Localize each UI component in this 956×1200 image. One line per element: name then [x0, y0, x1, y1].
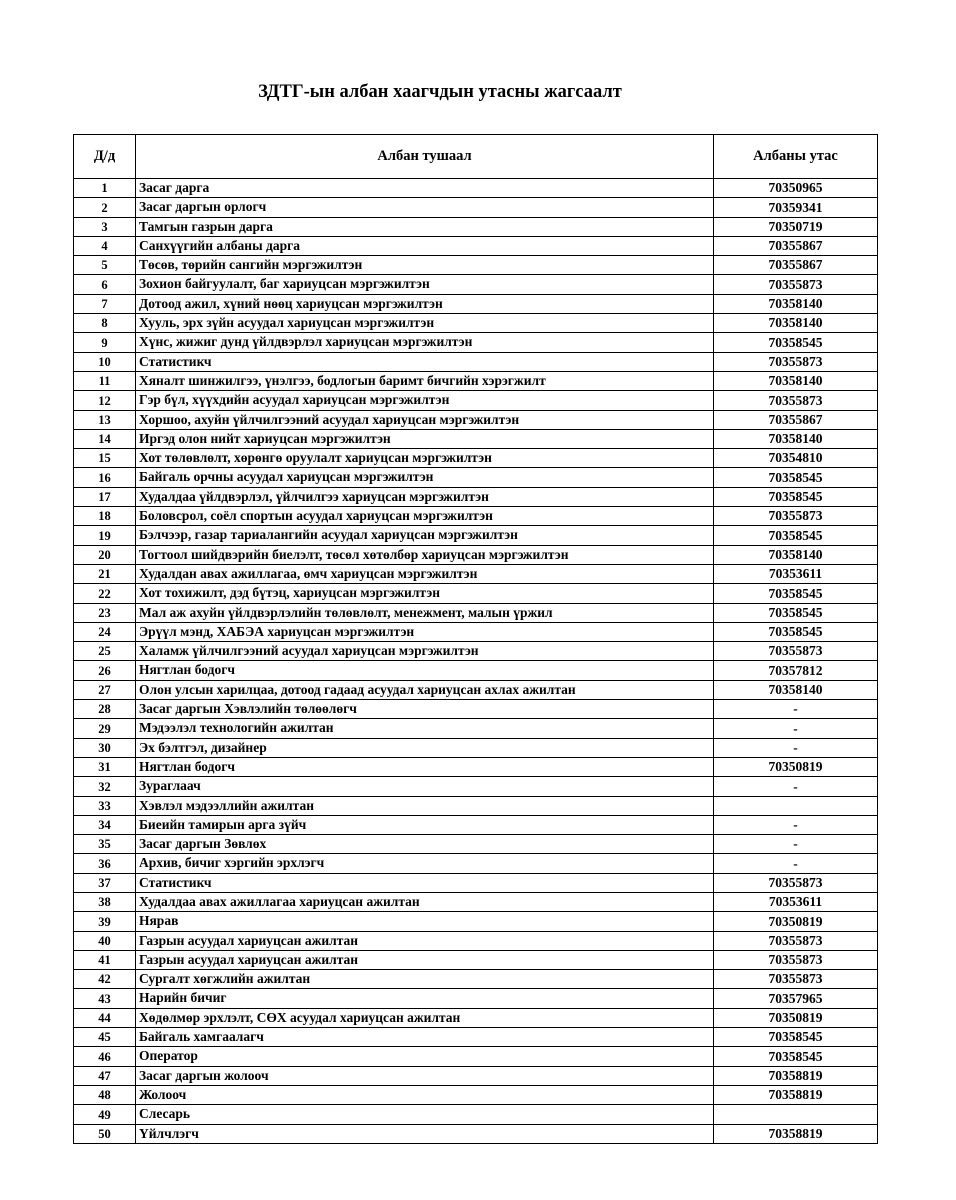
- table-row: [74, 912, 878, 931]
- row-phone: 70358545: [714, 1028, 878, 1047]
- row-phone: 70357965: [714, 989, 878, 1008]
- row-phone: 70358545: [714, 487, 878, 506]
- row-number: 2: [74, 198, 136, 217]
- table-row: [74, 410, 878, 429]
- row-position: Засаг даргын Хэвлэлийн төлөөлөгч: [136, 700, 714, 719]
- row-position: Эрүүл мэнд, ХАБЭА хариуцсан мэргэжилтэн: [136, 622, 714, 641]
- row-phone: 70358140: [714, 294, 878, 313]
- table-row: [74, 314, 878, 333]
- row-phone: 70355867: [714, 410, 878, 429]
- table-row: [74, 294, 878, 313]
- table-row: [74, 931, 878, 950]
- row-position: Тогтоол шийдвэрийн биелэлт, төсөл хөтөлбөр хариуцсан мэргэжилтэн: [136, 545, 714, 564]
- header-position: Албан тушаал: [136, 135, 714, 179]
- table-row: [74, 1008, 878, 1027]
- row-number: 1: [74, 179, 136, 198]
- row-number: 32: [74, 777, 136, 796]
- row-number: 20: [74, 545, 136, 564]
- row-number: 8: [74, 314, 136, 333]
- row-phone: 70355873: [714, 352, 878, 371]
- row-position: Засаг дарга: [136, 179, 714, 198]
- row-position: Хот төлөвлөлт, хөрөнгө оруулалт хариуцсан мэргэжилтэн: [136, 449, 714, 468]
- row-number: 44: [74, 1008, 136, 1027]
- row-number: 27: [74, 680, 136, 699]
- table-header: [74, 135, 878, 179]
- table-row: [74, 198, 878, 217]
- table-row: [74, 680, 878, 699]
- row-position: Хоршоо, ахуйн үйлчилгээний асуудал хариуцсан мэргэжилтэн: [136, 410, 714, 429]
- row-number: 5: [74, 256, 136, 275]
- row-phone: 70355867: [714, 236, 878, 255]
- row-phone: 70358545: [714, 333, 878, 352]
- table-row: [74, 815, 878, 834]
- row-number: 24: [74, 622, 136, 641]
- row-number: 42: [74, 970, 136, 989]
- row-phone: 70358819: [714, 1085, 878, 1104]
- row-phone: -: [714, 777, 878, 796]
- row-position: Худалдаа авах ажиллагаа хариуцсан ажилтан: [136, 892, 714, 911]
- table-row: [74, 584, 878, 603]
- row-number: 23: [74, 603, 136, 622]
- row-number: 37: [74, 873, 136, 892]
- row-number: 13: [74, 410, 136, 429]
- row-phone: 70355873: [714, 873, 878, 892]
- row-number: 48: [74, 1085, 136, 1104]
- row-number: 15: [74, 449, 136, 468]
- table-row: [74, 1066, 878, 1085]
- row-position: Сургалт хөгжлийн ажилтан: [136, 970, 714, 989]
- row-phone: 70350819: [714, 912, 878, 931]
- row-position: Биеийн тамирын арга зүйч: [136, 815, 714, 834]
- row-position: Нягтлан бодогч: [136, 661, 714, 680]
- row-number: 49: [74, 1105, 136, 1124]
- table-header-row: [74, 135, 878, 179]
- row-number: 17: [74, 487, 136, 506]
- row-position: Статистикч: [136, 352, 714, 371]
- row-number: 45: [74, 1028, 136, 1047]
- row-position: Мэдээлэл технологийн ажилтан: [136, 719, 714, 738]
- table-row: [74, 854, 878, 873]
- table-row: [74, 391, 878, 410]
- table-row: [74, 950, 878, 969]
- table-row: [74, 1085, 878, 1104]
- page-title: ЗДТГ-ын албан хаагчдын утасны жагсаалт: [258, 82, 622, 102]
- row-position: Хяналт шинжилгээ, үнэлгээ, бодлогын баримт бичгийн хэрэгжилт: [136, 371, 714, 390]
- table-row: [74, 873, 878, 892]
- row-position: Боловсрол, соёл спортын асуудал хариуцсан мэргэжилтэн: [136, 507, 714, 526]
- table-row: [74, 429, 878, 448]
- row-position: Байгаль орчны асуудал хариуцсан мэргэжилтэн: [136, 468, 714, 487]
- row-number: 28: [74, 700, 136, 719]
- table-row: [74, 564, 878, 583]
- row-phone: -: [714, 738, 878, 757]
- table-row: [74, 661, 878, 680]
- row-phone: 70358819: [714, 1066, 878, 1085]
- table-row: [74, 777, 878, 796]
- row-number: 14: [74, 429, 136, 448]
- table-row: [74, 700, 878, 719]
- row-number: 40: [74, 931, 136, 950]
- table-row: [74, 1105, 878, 1124]
- table-row: [74, 256, 878, 275]
- header-phone: Албаны утас: [714, 135, 878, 179]
- table-row: [74, 1028, 878, 1047]
- row-phone: 70353611: [714, 892, 878, 911]
- row-number: 39: [74, 912, 136, 931]
- row-phone: 70359341: [714, 198, 878, 217]
- row-phone: 70355873: [714, 931, 878, 950]
- row-phone: 70358545: [714, 622, 878, 641]
- table-row: [74, 603, 878, 622]
- row-phone: 70355873: [714, 642, 878, 661]
- row-number: 25: [74, 642, 136, 661]
- row-phone: 70358545: [714, 468, 878, 487]
- row-number: 9: [74, 333, 136, 352]
- header-number: Д/д: [74, 135, 136, 179]
- row-position: Олон улсын харилцаа, дотоод гадаад асуудал хариуцсан ахлах ажилтан: [136, 680, 714, 699]
- row-number: 12: [74, 391, 136, 410]
- row-phone: 70353611: [714, 564, 878, 583]
- row-position: Дотоод ажил, хүний нөөц хариуцсан мэргэжилтэн: [136, 294, 714, 313]
- phone-list-table: [73, 134, 878, 1144]
- row-position: Статистикч: [136, 873, 714, 892]
- row-position: Нягтлан бодогч: [136, 757, 714, 776]
- row-number: 6: [74, 275, 136, 294]
- row-position: Засаг даргын жолооч: [136, 1066, 714, 1085]
- row-phone: 70355873: [714, 275, 878, 294]
- row-phone: 70350819: [714, 1008, 878, 1027]
- row-position: Хэвлэл мэдээллийн ажилтан: [136, 796, 714, 815]
- row-position: Хууль, эрх зүйн асуудал хариуцсан мэргэжилтэн: [136, 314, 714, 333]
- row-number: 43: [74, 989, 136, 1008]
- row-phone: 70350719: [714, 217, 878, 236]
- row-phone: 70358819: [714, 1124, 878, 1143]
- table-row: [74, 1047, 878, 1066]
- row-number: 19: [74, 526, 136, 545]
- row-number: 33: [74, 796, 136, 815]
- row-phone: [714, 1105, 878, 1124]
- table-row: [74, 449, 878, 468]
- table-row: [74, 622, 878, 641]
- row-phone: 70358140: [714, 429, 878, 448]
- table-body: [74, 179, 878, 1144]
- row-position: Слесарь: [136, 1105, 714, 1124]
- row-phone: -: [714, 815, 878, 834]
- table-row: [74, 796, 878, 815]
- row-phone: -: [714, 719, 878, 738]
- row-number: 18: [74, 507, 136, 526]
- row-number: 30: [74, 738, 136, 757]
- row-position: Худалдан авах ажиллагаа, өмч хариуцсан мэргэжилтэн: [136, 564, 714, 583]
- row-position: Засаг даргын орлогч: [136, 198, 714, 217]
- row-position: Зохион байгуулалт, баг хариуцсан мэргэжилтэн: [136, 275, 714, 294]
- row-position: Санхүүгийн албаны дарга: [136, 236, 714, 255]
- row-position: Газрын асуудал хариуцсан ажилтан: [136, 950, 714, 969]
- row-phone: 70358140: [714, 371, 878, 390]
- row-position: Тамгын газрын дарга: [136, 217, 714, 236]
- row-number: 10: [74, 352, 136, 371]
- table-row: [74, 642, 878, 661]
- table-row: [74, 371, 878, 390]
- row-position: Нярав: [136, 912, 714, 931]
- row-number: 34: [74, 815, 136, 834]
- row-position: Газрын асуудал хариуцсан ажилтан: [136, 931, 714, 950]
- table-row: [74, 275, 878, 294]
- row-position: Хөдөлмөр эрхлэлт, СӨХ асуудал хариуцсан ажилтан: [136, 1008, 714, 1027]
- row-position: Засаг даргын Зөвлөх: [136, 835, 714, 854]
- table-row: [74, 352, 878, 371]
- table-row: [74, 487, 878, 506]
- row-position: Гэр бүл, хүүхдийн асуудал хариуцсан мэргэжилтэн: [136, 391, 714, 410]
- table-row: [74, 970, 878, 989]
- row-number: 31: [74, 757, 136, 776]
- row-phone: 70358140: [714, 680, 878, 699]
- row-phone: 70350819: [714, 757, 878, 776]
- row-number: 36: [74, 854, 136, 873]
- row-phone: 70355873: [714, 391, 878, 410]
- row-position: Худалдаа үйлдвэрлэл, үйлчилгээ хариуцсан мэргэжилтэн: [136, 487, 714, 506]
- row-position: Иргэд олон нийт хариуцсан мэргэжилтэн: [136, 429, 714, 448]
- row-number: 29: [74, 719, 136, 738]
- table-row: [74, 835, 878, 854]
- row-number: 3: [74, 217, 136, 236]
- row-position: Оператор: [136, 1047, 714, 1066]
- row-number: 4: [74, 236, 136, 255]
- row-position: Байгаль хамгаалагч: [136, 1028, 714, 1047]
- row-position: Хүнс, жижиг дунд үйлдвэрлэл хариуцсан мэргэжилтэн: [136, 333, 714, 352]
- row-number: 46: [74, 1047, 136, 1066]
- row-phone: 70355873: [714, 970, 878, 989]
- row-number: 22: [74, 584, 136, 603]
- table-row: [74, 217, 878, 236]
- row-position: Эх бэлтгэл, дизайнер: [136, 738, 714, 757]
- row-position: Мал аж ахуйн үйлдвэрлэлийн төлөвлөлт, менежмент, малын үржил: [136, 603, 714, 622]
- row-number: 7: [74, 294, 136, 313]
- row-phone: 70355867: [714, 256, 878, 275]
- row-position: Жолооч: [136, 1085, 714, 1104]
- row-phone: 70358545: [714, 526, 878, 545]
- table-row: [74, 545, 878, 564]
- row-number: 38: [74, 892, 136, 911]
- table-row: [74, 738, 878, 757]
- row-position: Нарийн бичиг: [136, 989, 714, 1008]
- row-position: Төсөв, төрийн сангийн мэргэжилтэн: [136, 256, 714, 275]
- row-position: Архив, бичиг хэргийн эрхлэгч: [136, 854, 714, 873]
- table-row: [74, 507, 878, 526]
- row-position: Зураглаач: [136, 777, 714, 796]
- table-row: [74, 236, 878, 255]
- row-phone: 70358545: [714, 603, 878, 622]
- row-phone: -: [714, 854, 878, 873]
- table-row: [74, 333, 878, 352]
- row-phone: 70354810: [714, 449, 878, 468]
- row-phone: 70357812: [714, 661, 878, 680]
- table-row: [74, 757, 878, 776]
- row-position: Үйлчлэгч: [136, 1124, 714, 1143]
- row-phone: -: [714, 700, 878, 719]
- row-phone: 70350965: [714, 179, 878, 198]
- row-number: 16: [74, 468, 136, 487]
- row-phone: 70355873: [714, 950, 878, 969]
- row-position: Бэлчээр, газар тариалангийн асуудал хариуцсан мэргэжилтэн: [136, 526, 714, 545]
- table-row: [74, 179, 878, 198]
- row-number: 50: [74, 1124, 136, 1143]
- row-phone: 70358545: [714, 584, 878, 603]
- row-phone: [714, 796, 878, 815]
- table-row: [74, 1124, 878, 1143]
- row-phone: 70358140: [714, 545, 878, 564]
- row-phone: 70355873: [714, 507, 878, 526]
- row-phone: 70358140: [714, 314, 878, 333]
- table-row: [74, 892, 878, 911]
- row-number: 11: [74, 371, 136, 390]
- row-position: Халамж үйлчилгээний асуудал хариуцсан мэргэжилтэн: [136, 642, 714, 661]
- table-row: [74, 468, 878, 487]
- table-row: [74, 526, 878, 545]
- row-phone: 70358545: [714, 1047, 878, 1066]
- table-row: [74, 989, 878, 1008]
- row-number: 35: [74, 835, 136, 854]
- row-phone: -: [714, 835, 878, 854]
- row-number: 47: [74, 1066, 136, 1085]
- row-number: 41: [74, 950, 136, 969]
- row-position: Хот тохижилт, дэд бүтэц, хариуцсан мэргэжилтэн: [136, 584, 714, 603]
- table-row: [74, 719, 878, 738]
- row-number: 26: [74, 661, 136, 680]
- row-number: 21: [74, 564, 136, 583]
